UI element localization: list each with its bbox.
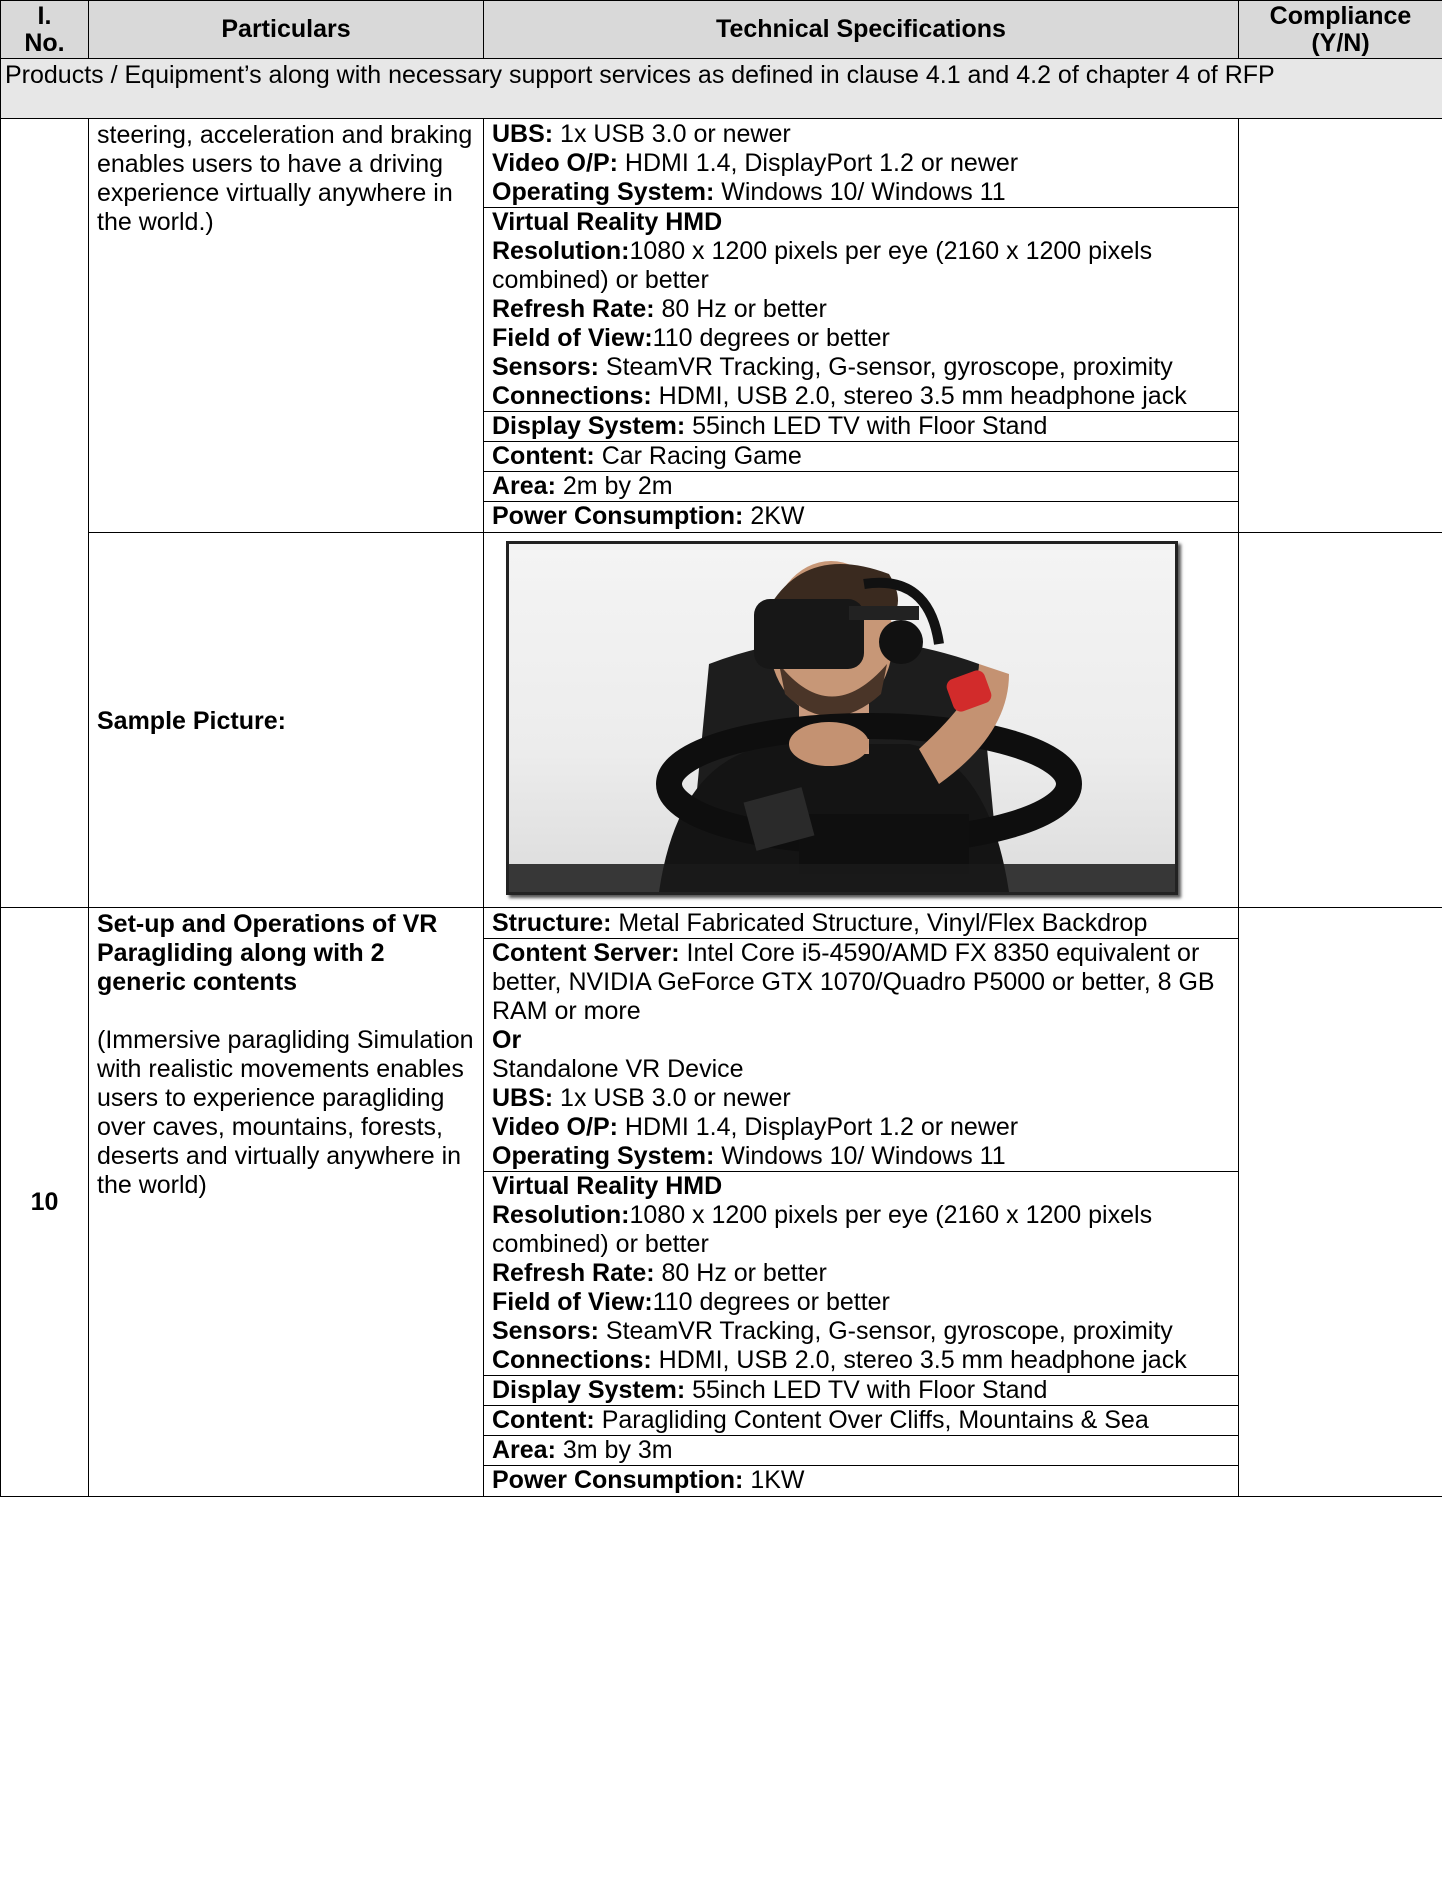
spec-hmd-title-10: Virtual Reality HMD [492,1172,723,1200]
spec-content: Content: Car Racing Game [484,441,1238,471]
spec-ubs: UBS: 1x USB 3.0 or newer [492,120,791,148]
spec-structure: Structure: Metal Fabricated Structure, Vinyl/Flex Backdrop [492,909,1148,937]
item10-title: Set-up and Operations of VR Paragliding along with 2 generic contents [97,910,438,996]
item10-particulars [89,908,484,1497]
item9-sl-cell [1,119,89,908]
spec-power: Power Consumption: 2KW [484,501,1238,532]
header-compliance: Compliance (Y/N) [1239,1,1442,59]
spec-os-10: Operating System: Windows 10/ Windows 11 [492,1142,1006,1170]
spec-video-op: Video O/P: HDMI 1.4, DisplayPort 1.2 or newer [492,149,1019,177]
spec-resolution: Resolution:1080 x 1200 pixels per eye (2160 x 1200 pixels combined) or better [492,237,1153,294]
sample-picture-label: Sample Picture: [89,533,484,908]
header-sl-no: I. No. [1,1,89,59]
item9-particulars: steering, acceleration and braking enables users to have a driving experience virtually anywhere in the world.) [89,119,484,533]
spec-sensors: Sensors: SteamVR Tracking, G-sensor, gyroscope, proximity [492,353,1173,381]
spec-area: Area: 2m by 2m [484,471,1238,501]
item9-sample-compliance[interactable] [1239,533,1442,908]
item9-compliance[interactable] [1239,119,1442,533]
sample-picture-vr-driver [506,541,1178,895]
spec-connections: Connections: HDMI, USB 2.0, stereo 3.5 mm headphone jack [492,382,1187,410]
spec-sensors-10: Sensors: SteamVR Tracking, G-sensor, gyroscope, proximity [492,1317,1173,1345]
item9-sample-row [1,533,1442,908]
spec-resolution-10: Resolution:1080 x 1200 pixels per eye (2160 x 1200 pixels combined) or better [492,1201,1153,1258]
spec-area-10: Area: 3m by 3m [484,1435,1238,1465]
spec-display-system-10: Display System: 55inch LED TV with Floor Stand [484,1375,1238,1405]
vr-driver-illustration [509,544,1175,892]
header-particulars: Particulars [89,1,484,59]
spec-connections-10: Connections: HDMI, USB 2.0, stereo 3.5 mm headphone jack [492,1346,1187,1374]
spec-fov-10: Field of View:110 degrees or better [492,1288,890,1316]
spec-video-op-10: Video O/P: HDMI 1.4, DisplayPort 1.2 or newer [492,1113,1019,1141]
sample-picture-cell [484,533,1239,908]
spec-display-system: Display System: 55inch LED TV with Floor Stand [484,411,1238,441]
item10-sl-no: 10 [1,908,89,1497]
spec-ubs-10: UBS: 1x USB 3.0 or newer [492,1084,791,1112]
spec-fov: Field of View:110 degrees or better [492,324,890,352]
spec-refresh-rate-10: Refresh Rate: 80 Hz or better [492,1259,827,1287]
item10-compliance[interactable] [1239,908,1442,1497]
spec-power-10: Power Consumption: 1KW [484,1465,1238,1496]
spec-hmd-title: Virtual Reality HMD [492,208,723,236]
spec-standalone: Standalone VR Device [492,1055,744,1083]
item9-specs [484,119,1239,533]
item10-row [1,908,1442,1497]
spec-content-server: Content Server: Intel Core i5-4590/AMD FX 8350 equivalent or better, NVIDIA GeForce GTX 1070/Quadro P5000 or better, 8 GB RAM or more [492,939,1215,1025]
header-technical-specifications: Technical Specifications [484,1,1239,59]
spec-refresh-rate: Refresh Rate: 80 Hz or better [492,295,827,323]
spec-or: Or [492,1026,522,1054]
item10-description: (Immersive paragliding Simulation with realistic movements enables users to experience paragliding over caves, mountains, forests, deserts and virtually anywhere in the world) [97,1026,474,1199]
item10-specs [484,908,1239,1497]
header-row [1,1,1442,59]
spec-os: Operating System: Windows 10/ Windows 11 [492,178,1006,206]
item9-spec-row [1,119,1442,533]
chapter-row: Products / Equipment’s along with necessary support services as defined in clause 4.1 and 4.2 of chapter 4 of RFP [1,59,1442,119]
spec-content-10: Content: Paragliding Content Over Cliffs, Mountains & Sea [484,1405,1238,1435]
